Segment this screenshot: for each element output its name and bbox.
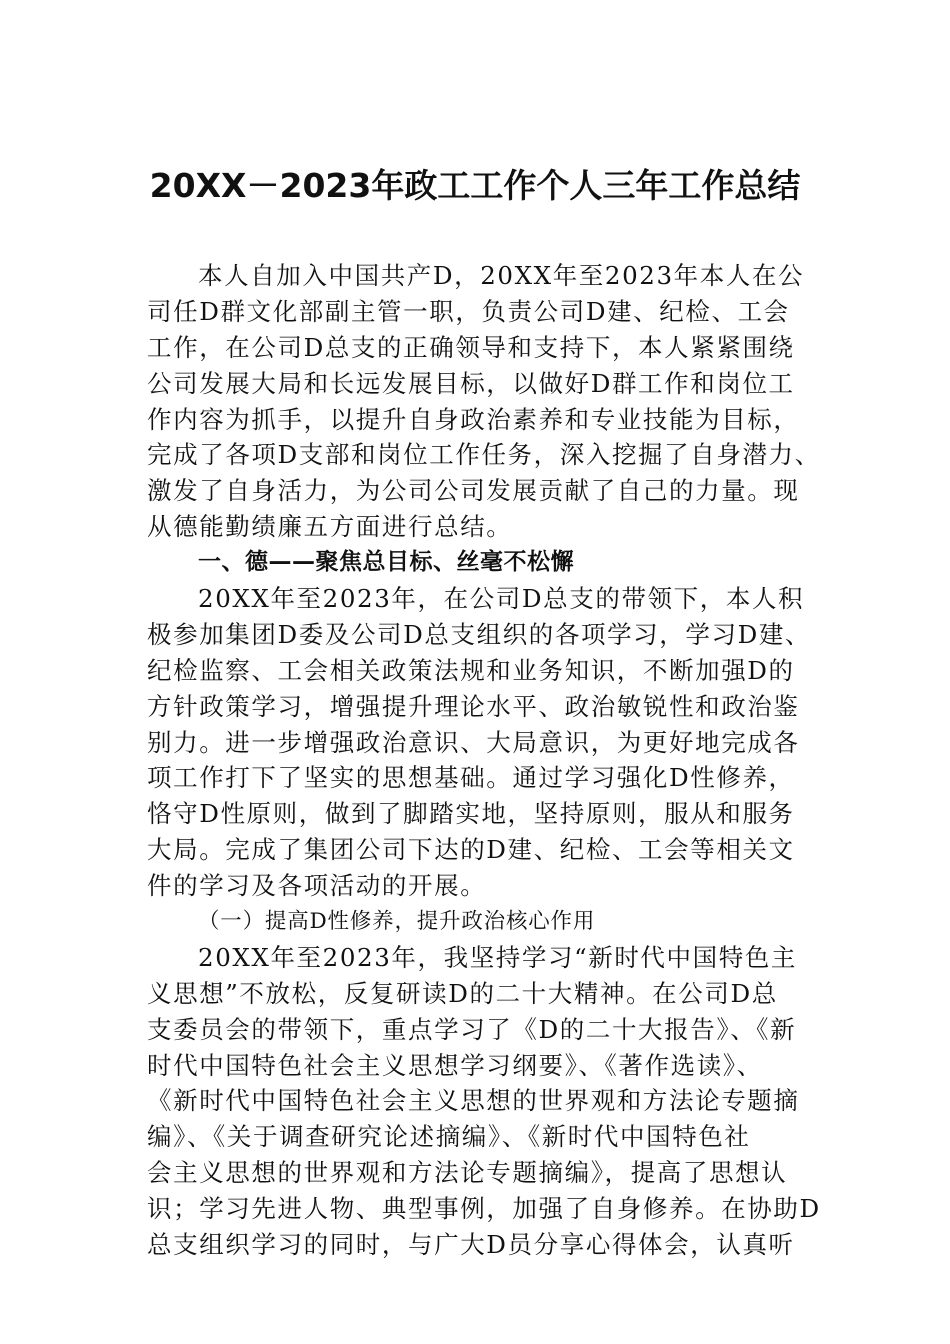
paragraph-line: 20XX年至2023年，我坚持学习“新时代中国特色主: [198, 942, 798, 972]
paragraph-line: 激发了自身活力，为公司公司发展贡献了自己的力量。现: [147, 476, 800, 506]
paragraph-line: 总支组织学习的同时，与广大D员分享心得体会，认真听: [147, 1230, 795, 1260]
paragraph-line: 作内容为抓手，以提升自身政治素养和专业技能为目标，: [147, 404, 800, 434]
document-body: [147, 258, 821, 1263]
paragraph-line: 会主义思想的世界观和方法论专题摘编》，提高了思想认: [147, 1158, 788, 1188]
paragraph-line: 本人自加入中国共产D，20XX年至2023年本人在公: [198, 261, 805, 290]
paragraph-line: 工作，在公司D总支的正确领导和支持下，本人紧紧围绕: [147, 332, 795, 362]
paragraph-line: 公司发展大局和长远发展目标，以做好D群工作和岗位工: [147, 368, 795, 398]
paragraph-line: 极参加集团D委及公司D总支组织的各项学习，学习D建、: [147, 619, 812, 649]
paragraph-line: 方针政策学习，增强提升理论水平、政治敏锐性和政治鉴: [147, 691, 800, 721]
document-title: 20XX－2023年政工工作个人三年工作总结: [149, 166, 801, 205]
section-heading: 一、德——聚焦总目标、丝毫不松懈: [198, 549, 574, 576]
paragraph-line: 义思想”不放松，反复研读D的二十大精神。在公司D总: [147, 978, 778, 1008]
paragraph-line: 完成了各项D支部和岗位工作任务，深入挖掘了自身潜力、: [147, 440, 821, 470]
paragraph-line: 编》、《关于调查研究论述摘编》、《新时代中国特色社: [147, 1122, 751, 1152]
paragraph-line: 20XX年至2023年，在公司D总支的带领下，本人积: [198, 584, 805, 614]
paragraph-line: 从德能勤绩廉五方面进行总结。: [147, 512, 513, 542]
paragraph-line: 大局。完成了集团公司下达的D建、纪检、工会等相关文: [147, 835, 795, 865]
paragraph-line: 识；学习先进人物、典型事例，加强了自身修养。在协助D: [147, 1194, 821, 1224]
paragraph-line: 别力。进一步增强政治意识、大局意识，为更好地完成各: [147, 727, 800, 757]
paragraph-line: 件的学习及各项活动的开展。: [147, 871, 487, 901]
paragraph-line: 支委员会的带领下，重点学习了《D的二十大报告》、《新: [147, 1014, 797, 1044]
paragraph-line: 纪检监察、工会相关政策法规和业务知识，不断加强D的: [147, 655, 795, 685]
paragraph-line: 《新时代中国特色社会主义思想的世界观和方法论专题摘: [147, 1086, 800, 1116]
subsection-heading: （一）提高D性修养，提升政治核心作用: [198, 909, 596, 935]
paragraph-line: 恪守D性原则，做到了脚踏实地，坚持原则，服从和服务: [147, 799, 795, 829]
paragraph-line: 项工作打下了坚实的思想基础。通过学习强化D性修养，: [147, 763, 795, 793]
paragraph-line: 司任D群文化部副主管一职，负责公司D建、纪检、工会: [147, 296, 790, 326]
paragraph-line: 时代中国特色社会主义思想学习纲要》、《著作选读》、: [147, 1050, 763, 1080]
